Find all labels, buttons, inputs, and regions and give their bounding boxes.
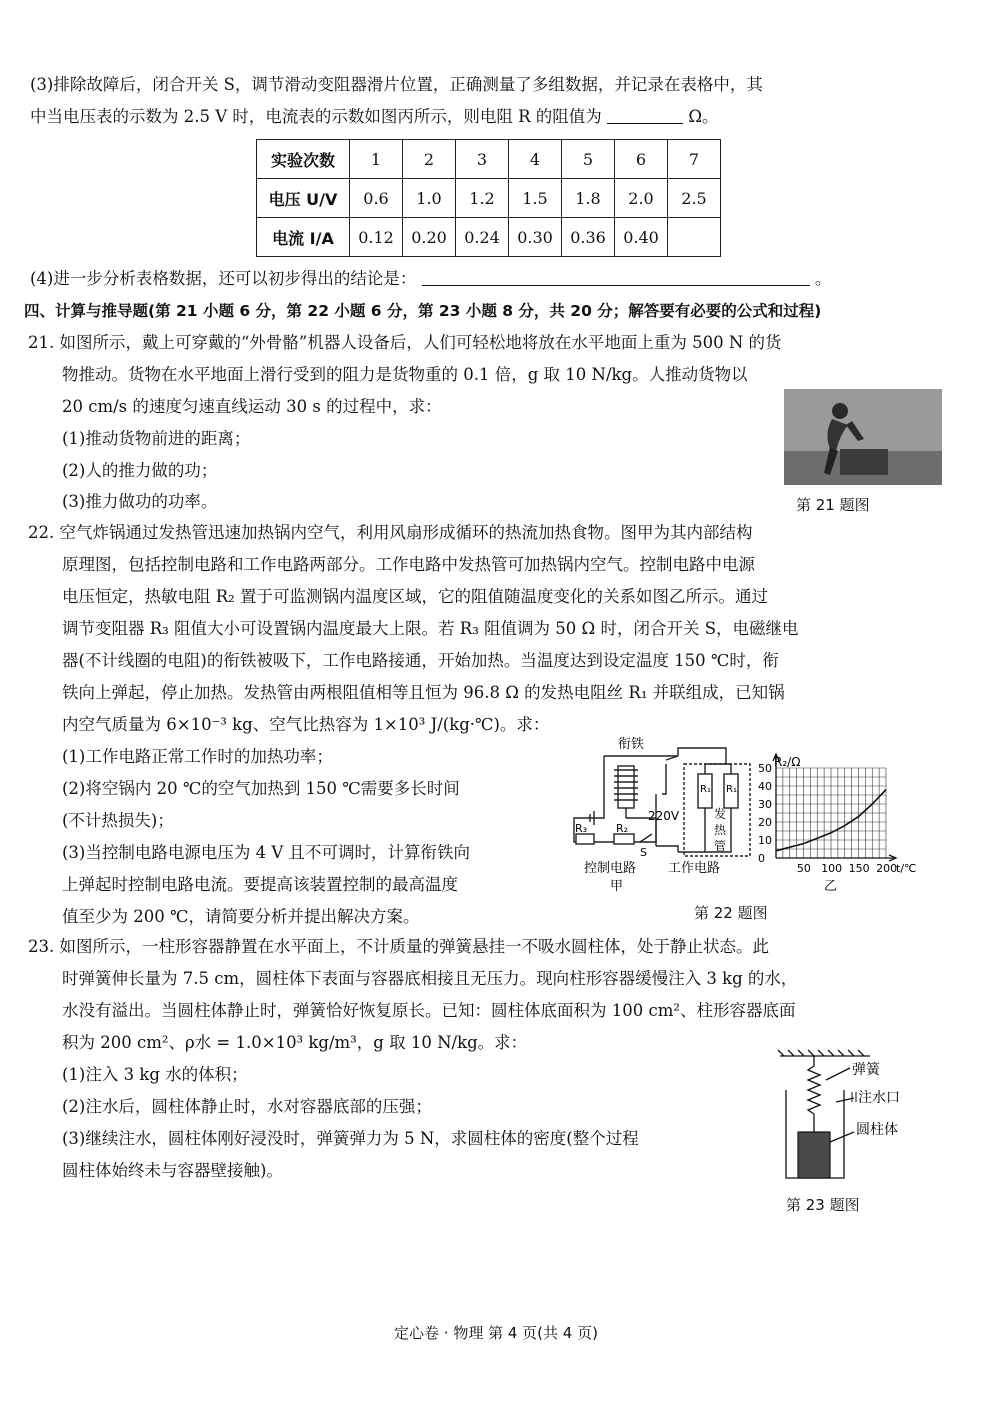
r3-label: R₃ — [575, 822, 588, 835]
q23-caption: 第 23 题图 — [786, 1196, 860, 1214]
q20-part4-end: 。 — [814, 269, 832, 288]
q22-subq: (不计热损失)； — [62, 811, 174, 830]
section-heading: 四、计算与推导题(第 21 小题 6 分，第 22 小题 6 分，第 23 小题 8 分，共 20 分；解答要有必要的公式和过程) — [24, 302, 822, 320]
control-circuit-label: 控制电路 — [584, 861, 637, 876]
table-cell: 1.5 — [509, 179, 562, 218]
q21-caption: 第 21 题图 — [796, 496, 870, 514]
q21-photo — [784, 389, 942, 485]
table-cell: 1.2 — [456, 179, 509, 218]
table-cell: 0.24 — [456, 218, 509, 257]
armature-label: 衔铁 — [618, 737, 645, 752]
x-axis-label: t/℃ — [896, 862, 917, 875]
fig-jia-label: 甲 — [610, 879, 624, 894]
q23-subq: 圆柱体始终未与容器壁接触)。 — [62, 1161, 283, 1180]
q22-resistance-temperature-chart — [754, 748, 934, 896]
q22-subq: 上弹起时控制电路电流。要提高该装置控制的最高温度 — [62, 875, 458, 894]
q20-part3-unit: Ω。 — [688, 107, 719, 126]
r1-label-left: R₁ — [700, 784, 711, 795]
q23-line: 23. 如图所示，一柱形容器静置在水平面上，不计质量的弹簧悬挂一不吸水圆柱体，处于静止状态。此 — [28, 937, 769, 956]
table-cell: 4 — [509, 140, 562, 179]
table-cell: 7 — [668, 140, 721, 179]
q21-line: 物推动。货物在水平地面上滑行受到的阻力是货物重的 0.1 倍，g 取 10 N/kg。人推动货物以 — [62, 365, 748, 384]
q22-line: 原理图，包括控制电路和工作电路两部分。工作电路中发热管可加热锅内空气。控制电路中电源 — [62, 555, 755, 574]
data-table — [256, 139, 721, 257]
work-circuit-label: 工作电路 — [668, 861, 721, 876]
q22-caption: 第 22 题图 — [694, 904, 768, 922]
y-tick-label: 20 — [758, 816, 772, 829]
y-axis-label: R₂/Ω — [774, 755, 801, 769]
table-cell: 0.20 — [403, 218, 456, 257]
table-cell: 0.36 — [562, 218, 615, 257]
cylinder-block — [798, 1132, 830, 1178]
x-tick-label: 100 — [821, 862, 843, 875]
x-tick-label: 50 — [796, 862, 811, 875]
q23-line: 积为 200 cm²、ρ水 = 1.0×10³ kg/m³，g 取 10 N/kg。求： — [62, 1033, 528, 1052]
table-cell: 0.6 — [350, 179, 403, 218]
cylinder-label: 圆柱体 — [856, 1122, 898, 1138]
answer-blank-conclusion[interactable] — [422, 269, 810, 286]
x-tick-label: 150 — [848, 862, 870, 875]
table-cell-empty[interactable] — [668, 218, 721, 257]
q22-line: 铁向上弹起，停止加热。发热管由两根阻值相等且恒为 96.8 Ω 的发热电阻丝 R₁ 并联组成，已知锅 — [62, 683, 785, 702]
q22-line: 电压恒定，热敏电阻 R₂ 置于可监测锅内温度区域，它的阻值随温度变化的关系如图乙所示。通过 — [62, 587, 769, 606]
r1-label-right: R₁ — [726, 784, 737, 795]
q23-line: 时弹簧伸长量为 7.5 cm，圆柱体下表面与容器底相接且无压力。现向柱形容器缓慢注入 3 kg 的水， — [62, 969, 798, 988]
heater-char: 热 — [714, 823, 727, 837]
q20-part3-line2 — [30, 106, 719, 128]
q22-line: 器(不计线圈的电阻)的衔铁被吸下，工作电路接通，开始加热。当温度达到设定温度 150 ℃时，衔 — [62, 651, 779, 670]
q23-subq: (1)注入 3 kg 水的体积； — [62, 1065, 248, 1084]
q21-line: 20 cm/s 的速度匀速直线运动 30 s 的过程中，求： — [62, 397, 442, 416]
y-tick-label: 0 — [758, 852, 765, 865]
table-row-label: 电压 U/V — [257, 179, 350, 218]
q22-subq: (3)当控制电路电源电压为 4 V 且不可调时，计算衔铁向 — [62, 843, 471, 862]
table-header: 实验次数 — [257, 140, 350, 179]
switch-label: S — [640, 846, 647, 859]
table-cell: 1.8 — [562, 179, 615, 218]
y-tick-label: 30 — [758, 798, 772, 811]
q20-part3-line1: (3)排除故障后，闭合开关 S，调节滑动变阻器滑片位置，正确测量了多组数据，并记录在表格中，其 — [30, 75, 763, 94]
table-row-voltage — [257, 179, 721, 218]
q22-line: 内空气质量为 6×10⁻³ kg、空气比热容为 1×10³ J/(kg·℃)。求： — [62, 715, 550, 734]
table-cell: 5 — [562, 140, 615, 179]
table-row-trials — [257, 140, 721, 179]
table-row-current — [257, 218, 721, 257]
table-cell: 2.0 — [615, 179, 668, 218]
table-cell: 1.0 — [403, 179, 456, 218]
y-tick-label: 40 — [758, 780, 772, 793]
q21-subq: (3)推力做功的功率。 — [62, 492, 218, 511]
table-cell: 6 — [615, 140, 668, 179]
q20-part4-text: (4)进一步分析表格数据，还可以初步得出的结论是： — [30, 269, 417, 288]
y-tick-label: 50 — [758, 762, 772, 775]
table-cell: 0.40 — [615, 218, 668, 257]
inlet-label: 注水口 — [858, 1090, 900, 1106]
table-cell: 0.30 — [509, 218, 562, 257]
table-cell: 2 — [403, 140, 456, 179]
q23-subq: (2)注水后，圆柱体静止时，水对容器底部的压强； — [62, 1097, 432, 1116]
x-tick-label: 200 — [876, 862, 898, 875]
table-cell: 1 — [350, 140, 403, 179]
table-cell: 2.5 — [668, 179, 721, 218]
q23-spring-container-diagram — [770, 1046, 930, 1186]
spring-label: 弹簧 — [852, 1062, 880, 1078]
q21-subq: (2)人的推力做的功； — [62, 461, 218, 480]
table-row-label: 电流 I/A — [257, 218, 350, 257]
voltage-label: 220V — [648, 809, 680, 823]
table-cell: 0.12 — [350, 218, 403, 257]
r2-label: R₂ — [616, 822, 629, 835]
q22-subq: (2)将空锅内 20 ℃的空气加热到 150 ℃需要多长时间 — [62, 779, 460, 798]
q21-subq: (1)推动货物前进的距离； — [62, 429, 251, 448]
q22-circuit-diagram — [566, 734, 756, 894]
q22-line: 调节变阻器 R₃ 阻值大小可设置锅内温度最大上限。若 R₃ 阻值调为 50 Ω 时，闭合开关 S，电磁继电 — [62, 619, 799, 638]
q23-line: 水没有溢出。当圆柱体静止时，弹簧恰好恢复原长。已知：圆柱体底面积为 100 cm²、柱形容器底面 — [62, 1001, 796, 1020]
answer-blank-resistance[interactable] — [607, 107, 683, 124]
page-footer: 定心卷 · 物理 第 4 页(共 4 页) — [394, 1324, 598, 1342]
q21-line: 21. 如图所示，戴上可穿戴的“外骨骼”机器人设备后，人们可轻松地将放在水平地面上重为 500 N 的货 — [28, 333, 782, 352]
table-cell: 3 — [456, 140, 509, 179]
heater-char: 发 — [714, 807, 727, 821]
y-tick-label: 10 — [758, 834, 772, 847]
heater-char: 管 — [714, 839, 727, 853]
q20-part3-text: 中当电压表的示数为 2.5 V 时，电流表的示数如图丙所示，则电阻 R 的阻值为 — [30, 107, 602, 126]
q20-part4 — [30, 268, 831, 290]
q23-subq: (3)继续注水，圆柱体刚好浸没时，弹簧弹力为 5 N，求圆柱体的密度(整个过程 — [62, 1129, 639, 1148]
q22-subq: 值至少为 200 ℃，请简要分析并提出解决方案。 — [62, 907, 420, 926]
q22-line: 22. 空气炸锅通过发热管迅速加热锅内空气，利用风扇形成循环的热流加热食物。图甲为其内部结构 — [28, 523, 753, 542]
fig-yi-label: 乙 — [824, 879, 838, 894]
q22-subq: (1)工作电路正常工作时的加热功率； — [62, 747, 333, 766]
